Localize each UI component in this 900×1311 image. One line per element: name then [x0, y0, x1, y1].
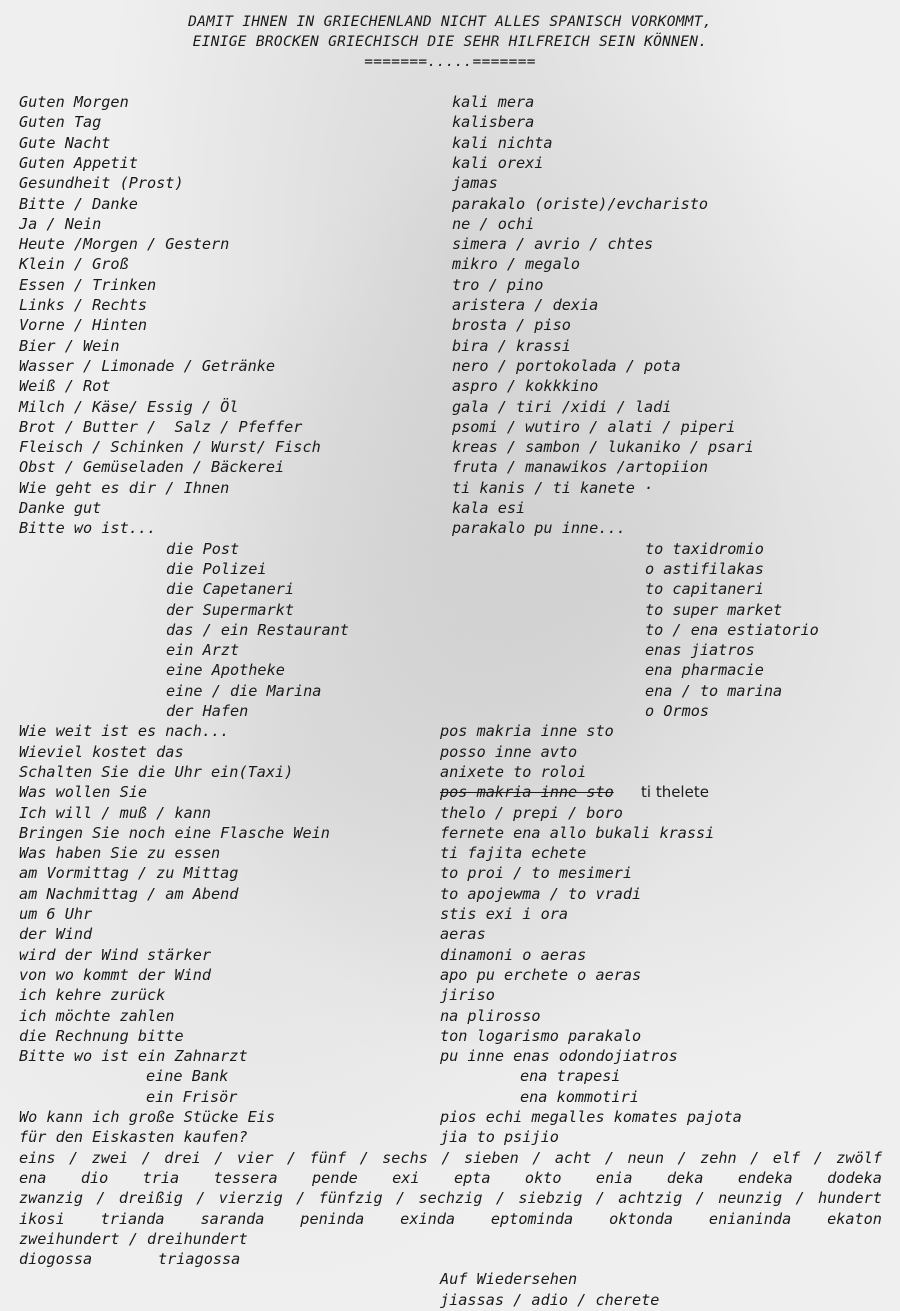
phrase-german: Gute Nacht	[19, 133, 111, 152]
place-greek: to taxidromio	[645, 539, 764, 558]
place-german: der Supermarkt	[166, 600, 295, 619]
header-line-2: EINIGE BROCKEN GRIECHISCH DIE SEHR HILFREICH SEIN KÖNNEN.	[192, 34, 708, 50]
phrase-german: um 6 Uhr	[19, 905, 93, 923]
number-german: neun	[627, 1148, 665, 1167]
phrase-greek: fruta / manawikos /artopiion	[452, 458, 709, 477]
number-greek: okto	[524, 1168, 562, 1187]
phrase-german: Bitte wo ist...	[19, 519, 157, 538]
phrase-greek: simera / avrio / chtes	[452, 235, 654, 254]
phrase-greek: kali nichta	[452, 133, 553, 152]
number-separator: /	[495, 1189, 506, 1208]
number-separator: /	[441, 1148, 451, 1167]
phrase-greek: aeras	[440, 925, 486, 944]
phrase-german: am Vormittag / zu Mittag	[19, 864, 239, 883]
number-german: zehn	[700, 1148, 737, 1167]
place-greek: enas jiatros	[645, 641, 755, 660]
phrase-greek: thelo / prepi / boro	[440, 803, 623, 822]
number-separator: /	[677, 1148, 687, 1167]
number-german: fünf	[309, 1148, 347, 1167]
place-german: eine Apotheke	[166, 661, 285, 680]
phrase-greek: psomi / wutiro / alati / piperi	[452, 417, 736, 436]
number-separator: /	[214, 1148, 224, 1167]
phrase-greek: aspro / kokkkino	[452, 377, 599, 396]
phrase-german: ich kehre zurück	[19, 986, 166, 1005]
number-greek: enia	[595, 1168, 633, 1187]
phrase-greek: brosta / piso	[452, 316, 571, 335]
number-greek: eptominda	[490, 1209, 574, 1228]
phrase-german: Wie geht es dir / Ihnen	[19, 478, 230, 497]
phrase-greek: mikro / megalo	[452, 255, 581, 274]
number-german: achtzig	[618, 1189, 683, 1208]
number-separator: /	[595, 1189, 605, 1208]
number-greek: deka	[666, 1168, 704, 1187]
number-greek: triagossa	[158, 1250, 241, 1269]
number-separator: /	[69, 1148, 79, 1167]
place-greek: o astifilakas	[645, 559, 764, 578]
phrase-german: Vorne / Hinten	[19, 316, 148, 335]
phrase-german: Guten Tag	[19, 113, 102, 132]
phrase-german: am Nachmittag / am Abend	[19, 884, 239, 903]
phrase-german: Bitte / Danke	[19, 194, 138, 213]
number-german: drei	[164, 1148, 201, 1167]
place-greek: o Ormos	[645, 702, 710, 720]
phrase-german: Danke gut	[19, 499, 102, 517]
place-greek: ena / to marina	[645, 681, 783, 700]
place-german: ein Arzt	[166, 641, 240, 660]
phrase-greek: anixete to roloi	[440, 762, 587, 781]
number-german: acht	[554, 1148, 592, 1167]
phrase-german: Heute /Morgen / Gestern	[19, 235, 230, 254]
number-greek: saranda	[200, 1209, 265, 1228]
number-separator: /	[296, 1189, 306, 1208]
place-greek: to / ena estiatorio	[645, 620, 819, 639]
phrase-german: Was wollen Sie	[19, 783, 148, 802]
phrase-greek: kali mera	[452, 93, 535, 111]
number-separator: /	[813, 1148, 823, 1167]
header-line-1: DAMIT IHNEN IN GRIECHENLAND NICHT ALLES SPANISCH VORKOMMT,	[188, 14, 712, 30]
number-german: fünfzig	[318, 1189, 383, 1208]
number-german: hundert	[817, 1189, 882, 1208]
phrase-german: Gesundheit (Prost)	[19, 174, 184, 193]
place-greek: to capitaneri	[645, 580, 764, 599]
phrase-german: Links / Rechts	[19, 296, 148, 314]
phrase-german: Bier / Wein	[19, 336, 120, 355]
phrase-german: wird der Wind stärker	[19, 945, 212, 964]
phrase-greek: ti fajita echete	[440, 844, 587, 863]
phrase-greek: ne / ochi	[452, 214, 535, 233]
number-german: sechs	[382, 1148, 428, 1167]
phrase-german: Obst / Gemüseladen / Bäckerei	[19, 458, 285, 477]
number-greek: tessera	[213, 1168, 278, 1187]
number-greek: pende	[312, 1168, 358, 1187]
number-separator: /	[532, 1148, 542, 1167]
phrase-greek: na plirosso	[440, 1006, 541, 1025]
number-greek: ena	[19, 1168, 47, 1187]
number-greek: dodeka	[827, 1168, 882, 1187]
number-separator: /	[395, 1189, 406, 1208]
place-german: die Capetaneri	[166, 580, 295, 599]
number-separator: /	[196, 1189, 206, 1208]
number-greek: dio	[80, 1168, 109, 1187]
phrase-greek: jamas	[452, 174, 498, 193]
phrase-german: Wo kann ich große Stücke Eis	[19, 1108, 276, 1126]
place-german: das / ein Restaurant	[166, 620, 349, 639]
phrase-german: Schalten Sie die Uhr ein(Taxi)	[19, 762, 294, 781]
number-greek: peninda	[300, 1209, 365, 1228]
number-greek: epta	[453, 1168, 491, 1187]
phrase-german: Wie weit ist es nach...	[19, 722, 230, 741]
number-greek: trianda	[100, 1209, 165, 1228]
number-separator: /	[96, 1189, 106, 1208]
phrase-german: die Rechnung bitte	[19, 1026, 184, 1045]
place-greek: ena trapesi	[520, 1067, 621, 1086]
number-separator: /	[286, 1148, 297, 1167]
phrase-german: Klein / Groß	[19, 255, 129, 274]
phrase-greek: ton logarismo parakalo	[440, 1026, 642, 1045]
phrase-greek: kreas / sambon / lukaniko / psari	[452, 438, 754, 457]
phrase-greek: jiriso	[440, 986, 495, 1005]
place-greek: ena kommotiri	[520, 1087, 639, 1106]
place-german: eine Bank	[146, 1067, 229, 1086]
phrase-german: Weiß / Rot	[19, 377, 111, 396]
number-german: neunzig	[718, 1189, 783, 1208]
phrase-greek: parakalo (oriste)/evcharisto	[452, 194, 709, 213]
number-separator: /	[359, 1148, 369, 1167]
phrase-german: Essen / Trinken	[19, 275, 157, 294]
place-german: der Hafen	[166, 702, 249, 720]
phrase-german: Bringen Sie noch eine Flasche Wein	[19, 823, 330, 842]
phrase-german: Fleisch / Schinken / Wurst/ Fisch	[19, 438, 321, 457]
phrase-german: ich möchte zahlen	[19, 1006, 175, 1025]
number-german: vierzig	[218, 1189, 283, 1208]
number-greek: exi	[392, 1168, 420, 1187]
phrase-german: für den Eiskasten kaufen?	[19, 1128, 248, 1147]
number-greek: diogossa	[19, 1250, 93, 1269]
place-greek: ena pharmacie	[645, 661, 764, 680]
number-greek: ikosi	[19, 1209, 65, 1228]
farewell-greek: jiassas / adio / cherete	[440, 1290, 660, 1309]
phrase-german: Wasser / Limonade / Getränke	[19, 356, 276, 375]
phrase-greek: posso inne avto	[440, 742, 578, 761]
number-greek: endeka	[737, 1168, 793, 1187]
phrase-german: Guten Morgen	[19, 93, 129, 111]
place-greek: to super market	[645, 600, 783, 619]
place-german: ein Frisör	[146, 1087, 238, 1106]
number-greek: ekaton	[827, 1209, 882, 1228]
phrase-german: Milch / Käse/ Essig / Öl	[19, 397, 239, 416]
phrase-greek: kalisbera	[452, 113, 535, 132]
phrase-greek: nero / portokolada / pota	[452, 356, 681, 375]
number-separator: /	[695, 1189, 705, 1208]
number-greek: enianinda	[708, 1209, 792, 1228]
number-german: sechzig	[418, 1189, 483, 1208]
phrase-greek: fernete ena allo bukali krassi	[440, 823, 715, 842]
number-german: eins	[19, 1148, 56, 1167]
phrase-greek: tro / pino	[452, 275, 544, 294]
phrase-greek: bira / krassi	[452, 336, 571, 355]
number-separator: /	[750, 1148, 760, 1167]
phrase-german: der Wind	[19, 925, 93, 944]
phrase-greek: kala esi	[452, 499, 526, 517]
phrase-greek: gala / tiri /xidi / ladi	[452, 397, 672, 416]
phrase-german: von wo kommt der Wind	[19, 965, 212, 984]
phrase-german: Ja / Nein	[19, 214, 102, 233]
phrase-german: Ich will / muß / kann	[19, 803, 212, 822]
number-german: zweihundert / dreihundert	[19, 1229, 248, 1248]
number-greek: tria	[142, 1168, 180, 1187]
place-german: eine / die Marina	[166, 681, 322, 700]
number-separator: /	[604, 1148, 615, 1167]
number-german: zwanzig	[19, 1189, 84, 1208]
place-german: die Post	[166, 539, 240, 558]
number-separator: /	[795, 1189, 805, 1208]
number-german: sieben	[463, 1148, 519, 1167]
phrase-german: Bitte wo ist ein Zahnarzt	[19, 1047, 248, 1066]
phrase-greek: kali orexi	[452, 153, 544, 172]
number-german: zwei	[91, 1148, 129, 1167]
place-german: die Polizei	[166, 559, 267, 578]
number-german: siebzig	[518, 1189, 583, 1208]
phrase-greek: apo pu erchete o aeras	[440, 965, 642, 984]
phrase-greek: pu inne enas odondojiatros	[440, 1047, 678, 1066]
number-separator: /	[141, 1148, 151, 1167]
phrase-greek: ti kanis / ti kanete ·	[452, 478, 654, 497]
phrase-greek: dinamoni o aeras	[440, 945, 587, 964]
phrase-greek-struck: pos makria inne sto	[440, 783, 614, 802]
phrase-greek: to apojewma / to vradi	[440, 884, 642, 903]
phrase-german: Was haben Sie zu essen	[19, 844, 221, 863]
phrase-greek: pos makria inne sto	[440, 722, 614, 741]
number-greek: exinda	[400, 1209, 456, 1228]
phrase-greek: to proi / to mesimeri	[440, 864, 633, 883]
phrase-greek-handwritten: ti thelete	[641, 783, 709, 802]
sheet-header	[0, 12, 900, 72]
number-german: dreißig	[118, 1189, 183, 1208]
number-german: zwölf	[836, 1148, 882, 1167]
number-greek: oktonda	[609, 1209, 674, 1228]
number-german: vier	[236, 1148, 274, 1167]
phrase-german: Guten Appetit	[19, 153, 138, 172]
phrase-greek: jia to psijio	[440, 1128, 559, 1147]
header-divider: =======.....=======	[364, 54, 536, 70]
phrase-german: Brot / Butter / Salz / Pfeffer	[19, 417, 303, 436]
phrase-greek: aristera / dexia	[452, 296, 599, 314]
phrase-german: Wieviel kostet das	[19, 742, 184, 761]
number-german: elf	[772, 1148, 801, 1167]
phrase-greek: parakalo pu inne...	[452, 519, 626, 538]
farewell-german: Auf Wiedersehen	[440, 1270, 578, 1289]
phrase-greek: stis exi i ora	[440, 905, 569, 923]
phrase-greek: pios echi megalles komates pajota	[440, 1108, 742, 1126]
